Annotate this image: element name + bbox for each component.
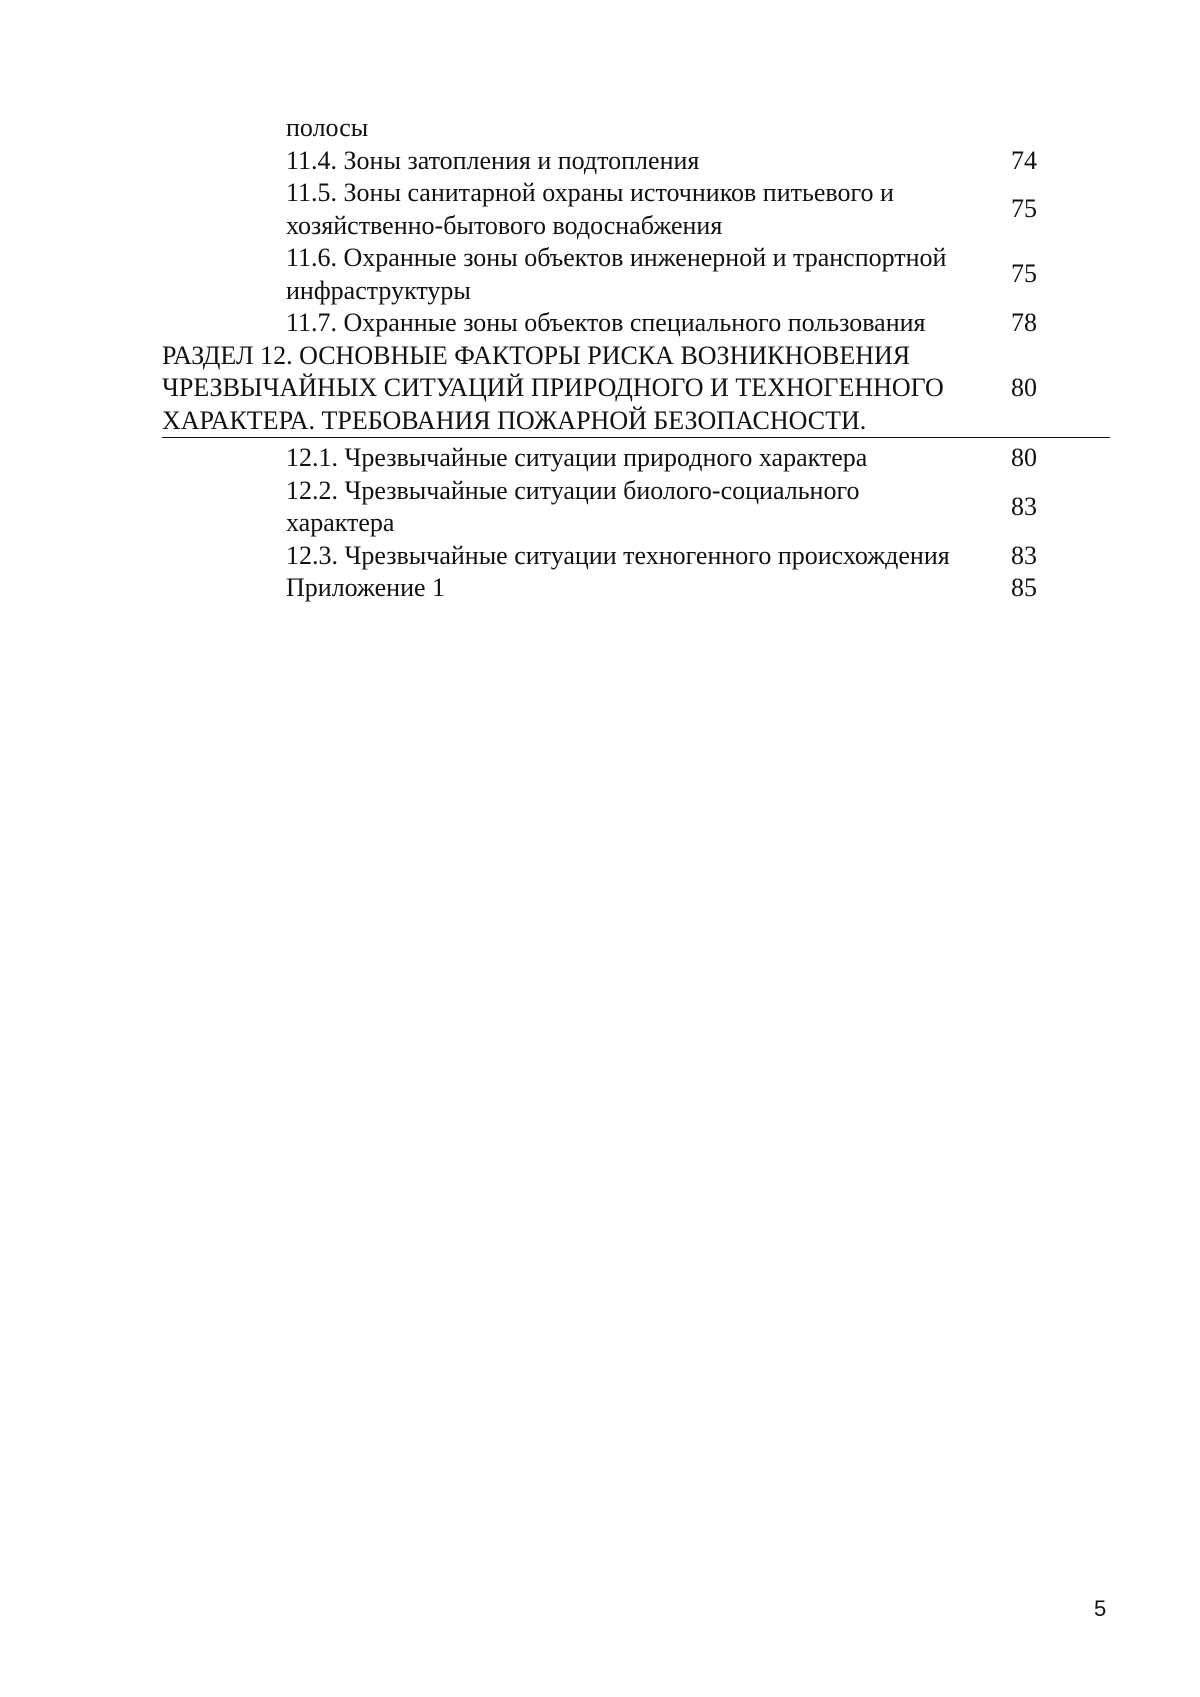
toc-entry-page: 83 (1011, 540, 1037, 570)
toc-entry-page: 75 (1011, 194, 1037, 224)
toc-entry-title: 11.5. Зоны санитарной охраны источников питьевого и хозяйственно-бытового водоснабжения (286, 178, 894, 240)
toc-entry-page: 74 (1011, 145, 1037, 175)
toc-entry-title: 11.7. Охранные зоны объектов специального пользования (286, 308, 926, 337)
toc-entry-page: 83 (1011, 491, 1037, 521)
toc-entry (162, 242, 1110, 307)
toc-entry-title: 12.1. Чрезвычайные ситуации природного характера (286, 443, 868, 472)
toc-section-entry (162, 340, 1110, 439)
toc-entry-title: полосы (286, 113, 369, 142)
toc-entry-title: 11.6. Охранные зоны объектов инженерной и транспортной инфраструктуры (286, 243, 947, 305)
toc-entry-page: 75 (1011, 259, 1037, 289)
page-number: 5 (1094, 1596, 1107, 1621)
toc-entry-page: 80 (1011, 443, 1037, 472)
toc-entry-page: 80 (1011, 373, 1037, 402)
toc-entry-title: 12.2. Чрезвычайные ситуации биолого-социального характера (286, 475, 860, 537)
toc-section-title: РАЗДЕЛ 12. ОСНОВНЫЕ ФАКТОРЫ РИСКА ВОЗНИКНОВЕНИЯ ЧРЕЗВЫЧАЙНЫХ СИТУАЦИЙ ПРИРОДНОГО И ТЕХНОГЕННОГО ХАРАКТЕРА. ТРЕБОВАНИЯ ПОЖАРНОЙ БЕЗОПАСНОСТИ. (162, 340, 944, 435)
toc-entry-title: 12.3. Чрезвычайные ситуации техногенного происхождения (286, 540, 950, 570)
toc-entry (162, 572, 1110, 605)
toc-entry (162, 145, 1110, 178)
toc-entry-page: 78 (1011, 308, 1037, 337)
toc-entry (162, 177, 1110, 242)
toc-entry (162, 307, 1110, 340)
table-of-contents (162, 112, 1110, 605)
toc-entry-title: Приложение 1 (286, 573, 446, 602)
toc-entry (162, 442, 1110, 475)
toc-entry (162, 112, 1110, 145)
toc-entry (162, 540, 1110, 573)
toc-entry-page: 85 (1011, 573, 1037, 602)
toc-entry-title: 11.4. Зоны затопления и подтопления (286, 145, 700, 175)
toc-entry (162, 475, 1110, 540)
